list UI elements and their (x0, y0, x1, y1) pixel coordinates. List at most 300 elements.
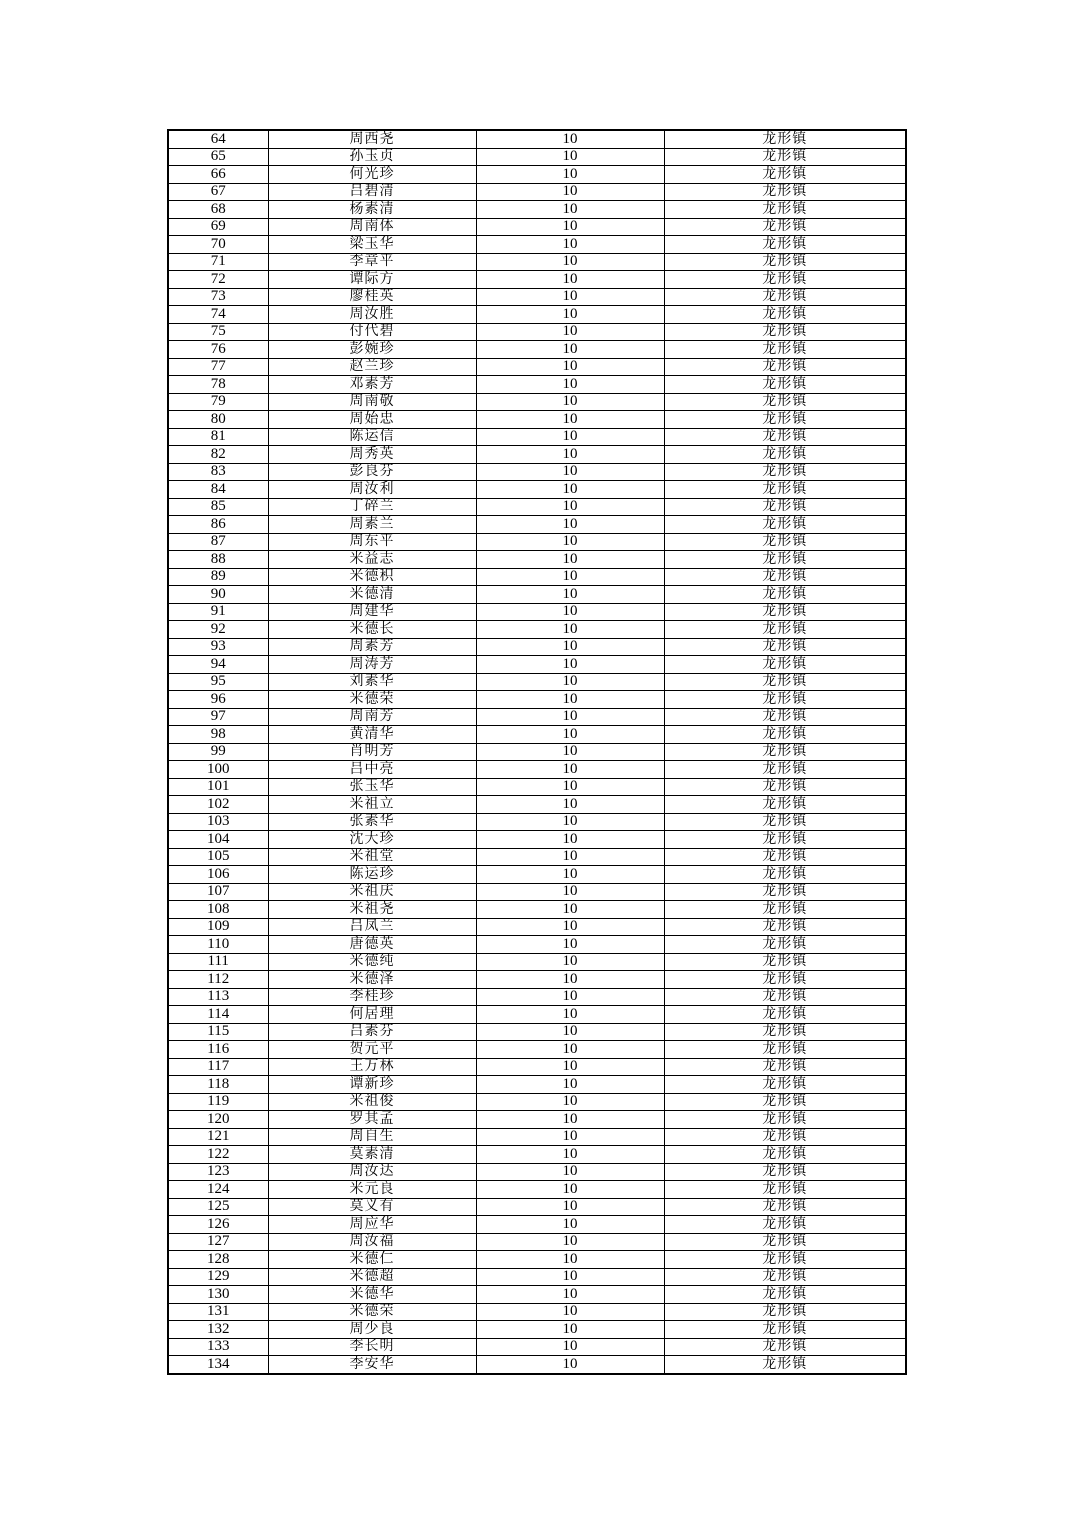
table-row (168, 463, 906, 481)
town-cell: 龙形镇 (664, 1093, 906, 1111)
name-cell: 吕碧清 (268, 183, 476, 201)
name-cell: 周自生 (268, 1128, 476, 1146)
table-row (168, 988, 906, 1006)
name-cell: 彭婉珍 (268, 341, 476, 359)
amount-cell: 10 (476, 1216, 664, 1234)
name-cell: 米益志 (268, 551, 476, 569)
table-row (168, 778, 906, 796)
amount-cell: 10 (476, 883, 664, 901)
table-row (168, 218, 906, 236)
table-row (168, 1338, 906, 1356)
amount-cell: 10 (476, 848, 664, 866)
town-cell: 龙形镇 (664, 831, 906, 849)
name-cell: 莫义有 (268, 1198, 476, 1216)
name-cell: 王万林 (268, 1058, 476, 1076)
town-cell: 龙形镇 (664, 446, 906, 464)
name-cell: 周东平 (268, 533, 476, 551)
town-cell: 龙形镇 (664, 253, 906, 271)
town-cell: 龙形镇 (664, 761, 906, 779)
town-cell: 龙形镇 (664, 148, 906, 166)
town-cell: 龙形镇 (664, 656, 906, 674)
name-cell: 米德超 (268, 1268, 476, 1286)
table-row (168, 831, 906, 849)
name-cell: 肖明芳 (268, 743, 476, 761)
row-number-cell: 88 (168, 551, 268, 569)
table-row (168, 673, 906, 691)
town-cell: 龙形镇 (664, 323, 906, 341)
table-row (168, 446, 906, 464)
table-row (168, 971, 906, 989)
row-number-cell: 117 (168, 1058, 268, 1076)
name-cell: 米祖立 (268, 796, 476, 814)
name-cell: 罗其孟 (268, 1111, 476, 1129)
amount-cell: 10 (476, 271, 664, 289)
row-number-cell: 131 (168, 1303, 268, 1321)
amount-cell: 10 (476, 778, 664, 796)
amount-cell: 10 (476, 1181, 664, 1199)
amount-cell: 10 (476, 1251, 664, 1269)
table-row (168, 1321, 906, 1339)
amount-cell: 10 (476, 376, 664, 394)
amount-cell: 10 (476, 603, 664, 621)
amount-cell: 10 (476, 708, 664, 726)
name-cell: 唐德英 (268, 936, 476, 954)
row-number-cell: 129 (168, 1268, 268, 1286)
town-cell: 龙形镇 (664, 796, 906, 814)
table-row (168, 936, 906, 954)
row-number-cell: 128 (168, 1251, 268, 1269)
table-row (168, 1233, 906, 1251)
row-number-cell: 93 (168, 638, 268, 656)
row-number-cell: 132 (168, 1321, 268, 1339)
town-cell: 龙形镇 (664, 236, 906, 254)
town-cell: 龙形镇 (664, 1321, 906, 1339)
table-row (168, 1303, 906, 1321)
table-row (168, 743, 906, 761)
row-number-cell: 70 (168, 236, 268, 254)
row-number-cell: 84 (168, 481, 268, 499)
town-cell: 龙形镇 (664, 1356, 906, 1374)
table-row (168, 586, 906, 604)
roster-table (167, 129, 907, 1375)
town-cell: 龙形镇 (664, 901, 906, 919)
row-number-cell: 106 (168, 866, 268, 884)
name-cell: 周应华 (268, 1216, 476, 1234)
amount-cell: 10 (476, 901, 664, 919)
row-number-cell: 77 (168, 358, 268, 376)
town-cell: 龙形镇 (664, 691, 906, 709)
row-number-cell: 122 (168, 1146, 268, 1164)
table-row (168, 848, 906, 866)
name-cell: 彭良芬 (268, 463, 476, 481)
town-cell: 龙形镇 (664, 463, 906, 481)
table-row (168, 656, 906, 674)
town-cell: 龙形镇 (664, 130, 906, 148)
amount-cell: 10 (476, 1303, 664, 1321)
town-cell: 龙形镇 (664, 1023, 906, 1041)
amount-cell: 10 (476, 201, 664, 219)
amount-cell: 10 (476, 918, 664, 936)
table-row (168, 1286, 906, 1304)
row-number-cell: 82 (168, 446, 268, 464)
amount-cell: 10 (476, 253, 664, 271)
name-cell: 周汝福 (268, 1233, 476, 1251)
town-cell: 龙形镇 (664, 306, 906, 324)
town-cell: 龙形镇 (664, 1251, 906, 1269)
amount-cell: 10 (476, 428, 664, 446)
row-number-cell: 134 (168, 1356, 268, 1374)
table-row (168, 1076, 906, 1094)
town-cell: 龙形镇 (664, 1181, 906, 1199)
town-cell: 龙形镇 (664, 428, 906, 446)
town-cell: 龙形镇 (664, 1286, 906, 1304)
town-cell: 龙形镇 (664, 183, 906, 201)
amount-cell: 10 (476, 726, 664, 744)
town-cell: 龙形镇 (664, 218, 906, 236)
table-row (168, 1023, 906, 1041)
table-row (168, 796, 906, 814)
table-row (168, 918, 906, 936)
row-number-cell: 76 (168, 341, 268, 359)
table-row (168, 358, 906, 376)
name-cell: 刘素华 (268, 673, 476, 691)
row-number-cell: 121 (168, 1128, 268, 1146)
amount-cell: 10 (476, 183, 664, 201)
town-cell: 龙形镇 (664, 1268, 906, 1286)
name-cell: 沈大珍 (268, 831, 476, 849)
table-row (168, 866, 906, 884)
table-row (168, 708, 906, 726)
town-cell: 龙形镇 (664, 481, 906, 499)
amount-cell: 10 (476, 498, 664, 516)
table-row (168, 953, 906, 971)
town-cell: 龙形镇 (664, 1163, 906, 1181)
row-number-cell: 112 (168, 971, 268, 989)
town-cell: 龙形镇 (664, 726, 906, 744)
town-cell: 龙形镇 (664, 603, 906, 621)
town-cell: 龙形镇 (664, 953, 906, 971)
table-row (168, 533, 906, 551)
town-cell: 龙形镇 (664, 341, 906, 359)
amount-cell: 10 (476, 971, 664, 989)
town-cell: 龙形镇 (664, 271, 906, 289)
amount-cell: 10 (476, 831, 664, 849)
table-row (168, 393, 906, 411)
row-number-cell: 98 (168, 726, 268, 744)
amount-cell: 10 (476, 1233, 664, 1251)
amount-cell: 10 (476, 551, 664, 569)
row-number-cell: 116 (168, 1041, 268, 1059)
name-cell: 李桂珍 (268, 988, 476, 1006)
name-cell: 莫素清 (268, 1146, 476, 1164)
name-cell: 米德泽 (268, 971, 476, 989)
row-number-cell: 101 (168, 778, 268, 796)
town-cell: 龙形镇 (664, 936, 906, 954)
name-cell: 米祖尧 (268, 901, 476, 919)
name-cell: 何居理 (268, 1006, 476, 1024)
town-cell: 龙形镇 (664, 1076, 906, 1094)
amount-cell: 10 (476, 236, 664, 254)
row-number-cell: 86 (168, 516, 268, 534)
town-cell: 龙形镇 (664, 778, 906, 796)
name-cell: 陈运珍 (268, 866, 476, 884)
amount-cell: 10 (476, 218, 664, 236)
town-cell: 龙形镇 (664, 498, 906, 516)
amount-cell: 10 (476, 411, 664, 429)
table-row (168, 498, 906, 516)
name-cell: 黄清华 (268, 726, 476, 744)
amount-cell: 10 (476, 743, 664, 761)
amount-cell: 10 (476, 148, 664, 166)
town-cell: 龙形镇 (664, 673, 906, 691)
row-number-cell: 123 (168, 1163, 268, 1181)
amount-cell: 10 (476, 1058, 664, 1076)
name-cell: 周汝胜 (268, 306, 476, 324)
amount-cell: 10 (476, 813, 664, 831)
town-cell: 龙形镇 (664, 1111, 906, 1129)
town-cell: 龙形镇 (664, 1041, 906, 1059)
amount-cell: 10 (476, 1163, 664, 1181)
amount-cell: 10 (476, 1111, 664, 1129)
town-cell: 龙形镇 (664, 1006, 906, 1024)
table-row (168, 568, 906, 586)
table-row (168, 1093, 906, 1111)
table-row (168, 183, 906, 201)
row-number-cell: 105 (168, 848, 268, 866)
town-cell: 龙形镇 (664, 533, 906, 551)
table-row (168, 621, 906, 639)
row-number-cell: 97 (168, 708, 268, 726)
row-number-cell: 71 (168, 253, 268, 271)
table-row (168, 883, 906, 901)
town-cell: 龙形镇 (664, 1146, 906, 1164)
table-row (168, 726, 906, 744)
row-number-cell: 114 (168, 1006, 268, 1024)
name-cell: 周秀英 (268, 446, 476, 464)
name-cell: 何光珍 (268, 166, 476, 184)
table-row (168, 1216, 906, 1234)
town-cell: 龙形镇 (664, 568, 906, 586)
name-cell: 丁碎兰 (268, 498, 476, 516)
table-row (168, 1058, 906, 1076)
row-number-cell: 94 (168, 656, 268, 674)
table-row (168, 1163, 906, 1181)
name-cell: 米祖俊 (268, 1093, 476, 1111)
name-cell: 赵兰珍 (268, 358, 476, 376)
table-row (168, 411, 906, 429)
row-number-cell: 91 (168, 603, 268, 621)
name-cell: 谭际方 (268, 271, 476, 289)
amount-cell: 10 (476, 463, 664, 481)
town-cell: 龙形镇 (664, 918, 906, 936)
amount-cell: 10 (476, 866, 664, 884)
row-number-cell: 87 (168, 533, 268, 551)
name-cell: 陈运信 (268, 428, 476, 446)
table-row (168, 130, 906, 148)
amount-cell: 10 (476, 446, 664, 464)
row-number-cell: 67 (168, 183, 268, 201)
name-cell: 米德荣 (268, 691, 476, 709)
amount-cell: 10 (476, 1198, 664, 1216)
amount-cell: 10 (476, 1023, 664, 1041)
table-row (168, 341, 906, 359)
table-row (168, 1251, 906, 1269)
table-row (168, 691, 906, 709)
amount-cell: 10 (476, 306, 664, 324)
amount-cell: 10 (476, 761, 664, 779)
name-cell: 米祖庆 (268, 883, 476, 901)
name-cell: 邓素芳 (268, 376, 476, 394)
table-row (168, 603, 906, 621)
town-cell: 龙形镇 (664, 1303, 906, 1321)
row-number-cell: 125 (168, 1198, 268, 1216)
row-number-cell: 111 (168, 953, 268, 971)
row-number-cell: 72 (168, 271, 268, 289)
row-number-cell: 127 (168, 1233, 268, 1251)
row-number-cell: 69 (168, 218, 268, 236)
town-cell: 龙形镇 (664, 358, 906, 376)
name-cell: 吕素芬 (268, 1023, 476, 1041)
town-cell: 龙形镇 (664, 1058, 906, 1076)
row-number-cell: 95 (168, 673, 268, 691)
row-number-cell: 100 (168, 761, 268, 779)
table-row (168, 1041, 906, 1059)
name-cell: 周少良 (268, 1321, 476, 1339)
row-number-cell: 110 (168, 936, 268, 954)
row-number-cell: 65 (168, 148, 268, 166)
row-number-cell: 96 (168, 691, 268, 709)
town-cell: 龙形镇 (664, 743, 906, 761)
amount-cell: 10 (476, 796, 664, 814)
amount-cell: 10 (476, 1338, 664, 1356)
name-cell: 李长明 (268, 1338, 476, 1356)
roster-table-body (168, 130, 906, 1374)
name-cell: 孙玉贞 (268, 148, 476, 166)
name-cell: 周始忠 (268, 411, 476, 429)
table-row (168, 1356, 906, 1374)
town-cell: 龙形镇 (664, 1233, 906, 1251)
name-cell: 米德清 (268, 586, 476, 604)
name-cell: 周南芳 (268, 708, 476, 726)
amount-cell: 10 (476, 358, 664, 376)
name-cell: 吕凤兰 (268, 918, 476, 936)
name-cell: 周汝利 (268, 481, 476, 499)
town-cell: 龙形镇 (664, 376, 906, 394)
row-number-cell: 92 (168, 621, 268, 639)
row-number-cell: 74 (168, 306, 268, 324)
name-cell: 米德积 (268, 568, 476, 586)
town-cell: 龙形镇 (664, 971, 906, 989)
name-cell: 吕中亮 (268, 761, 476, 779)
amount-cell: 10 (476, 166, 664, 184)
row-number-cell: 75 (168, 323, 268, 341)
name-cell: 米德纯 (268, 953, 476, 971)
row-number-cell: 80 (168, 411, 268, 429)
row-number-cell: 113 (168, 988, 268, 1006)
town-cell: 龙形镇 (664, 516, 906, 534)
row-number-cell: 83 (168, 463, 268, 481)
amount-cell: 10 (476, 323, 664, 341)
amount-cell: 10 (476, 568, 664, 586)
name-cell: 周素芳 (268, 638, 476, 656)
row-number-cell: 89 (168, 568, 268, 586)
name-cell: 米祖堂 (268, 848, 476, 866)
name-cell: 谭新珍 (268, 1076, 476, 1094)
amount-cell: 10 (476, 1041, 664, 1059)
table-row (168, 1128, 906, 1146)
amount-cell: 10 (476, 656, 664, 674)
amount-cell: 10 (476, 1286, 664, 1304)
row-number-cell: 73 (168, 288, 268, 306)
table-row (168, 638, 906, 656)
town-cell: 龙形镇 (664, 866, 906, 884)
row-number-cell: 68 (168, 201, 268, 219)
table-row (168, 1006, 906, 1024)
town-cell: 龙形镇 (664, 883, 906, 901)
table-row (168, 901, 906, 919)
town-cell: 龙形镇 (664, 586, 906, 604)
amount-cell: 10 (476, 1268, 664, 1286)
row-number-cell: 126 (168, 1216, 268, 1234)
row-number-cell: 85 (168, 498, 268, 516)
town-cell: 龙形镇 (664, 288, 906, 306)
row-number-cell: 102 (168, 796, 268, 814)
name-cell: 米德长 (268, 621, 476, 639)
row-number-cell: 130 (168, 1286, 268, 1304)
table-row (168, 481, 906, 499)
table-row (168, 1111, 906, 1129)
town-cell: 龙形镇 (664, 1216, 906, 1234)
name-cell: 杨素清 (268, 201, 476, 219)
row-number-cell: 133 (168, 1338, 268, 1356)
name-cell: 周西尧 (268, 130, 476, 148)
row-number-cell: 104 (168, 831, 268, 849)
row-number-cell: 108 (168, 901, 268, 919)
amount-cell: 10 (476, 1128, 664, 1146)
amount-cell: 10 (476, 673, 664, 691)
town-cell: 龙形镇 (664, 393, 906, 411)
table-row (168, 253, 906, 271)
name-cell: 米元良 (268, 1181, 476, 1199)
name-cell: 周素兰 (268, 516, 476, 534)
name-cell: 周建华 (268, 603, 476, 621)
amount-cell: 10 (476, 586, 664, 604)
amount-cell: 10 (476, 1076, 664, 1094)
table-row (168, 271, 906, 289)
amount-cell: 10 (476, 953, 664, 971)
table-row (168, 1146, 906, 1164)
table-row (168, 1268, 906, 1286)
name-cell: 周涛芳 (268, 656, 476, 674)
name-cell: 周汝达 (268, 1163, 476, 1181)
name-cell: 周南体 (268, 218, 476, 236)
row-number-cell: 81 (168, 428, 268, 446)
amount-cell: 10 (476, 533, 664, 551)
name-cell: 梁玉华 (268, 236, 476, 254)
row-number-cell: 115 (168, 1023, 268, 1041)
amount-cell: 10 (476, 288, 664, 306)
town-cell: 龙形镇 (664, 813, 906, 831)
amount-cell: 10 (476, 1321, 664, 1339)
table-row (168, 376, 906, 394)
amount-cell: 10 (476, 516, 664, 534)
name-cell: 廖桂英 (268, 288, 476, 306)
amount-cell: 10 (476, 393, 664, 411)
table-row (168, 306, 906, 324)
row-number-cell: 64 (168, 130, 268, 148)
amount-cell: 10 (476, 130, 664, 148)
row-number-cell: 79 (168, 393, 268, 411)
